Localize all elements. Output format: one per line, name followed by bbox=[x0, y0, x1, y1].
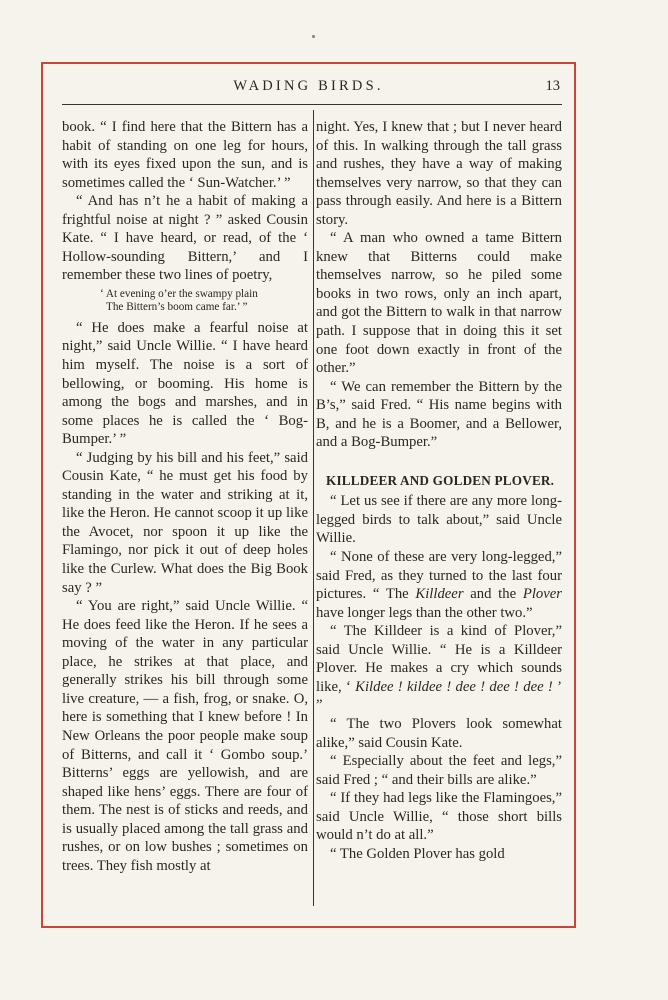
paragraph bbox=[316, 548, 562, 622]
running-head bbox=[43, 78, 574, 98]
verse-line: The Bittern’s boom came far.’ ” bbox=[106, 301, 248, 314]
paragraph bbox=[316, 622, 562, 715]
right-column bbox=[316, 118, 562, 863]
section-heading: KILLDEER AND GOLDEN PLOVER. bbox=[326, 472, 555, 488]
left-column bbox=[62, 118, 308, 875]
bird-name-plover: Plover bbox=[522, 586, 562, 603]
paragraph: “ Judging by his bill and his feet,” said Cousin Kate, “ he must get his food by standing in the water and striking at it, like the Heron. He cannot scoop it up like the Avocet, nor spoon it up like the Flamingo, nor pick it out of deep holes like the Curlew. What does the Big Book say ? ” bbox=[62, 449, 308, 596]
paragraph: night. Yes, I knew that ; but I never heard of this. In walking through the tall grass and rushes, they have a way of making themselves very narrow, so that they can pass through easily. And here is a Bittern story. bbox=[316, 119, 562, 228]
paragraph: “ He does make a fearful noise at night,” said Uncle Willie. “ I have heard him myself. The noise is a sort of bellowing, or booming. His home is among the bogs and marshes, and in some places he is called the ‘ Bog-Bumper.’ ” bbox=[62, 319, 308, 448]
column-divider bbox=[313, 110, 314, 906]
paper-speck bbox=[312, 35, 315, 38]
header-rule bbox=[62, 104, 562, 105]
text-run: ’ ” bbox=[316, 678, 562, 714]
bird-name-killdeer: Killdeer bbox=[415, 586, 464, 603]
paragraph: “ If they had legs like the Flamingoes,” said Uncle Willie, “ those short bills would n’t do at all.” bbox=[316, 790, 562, 844]
paragraph: “ Let us see if there are any more long-legged birds to talk about,” said Uncle Willie. bbox=[316, 493, 562, 547]
page-number: 13 bbox=[545, 78, 560, 94]
paragraph: “ And has n’t he a habit of making a frightful noise at night ? ” asked Cousin Kate. “ I have heard, or read, of the ‘ Hollow-sounding Bittern,’ and I remember these two lines of poetry, bbox=[62, 193, 308, 284]
text-run: “ None of these are very long-legged,” said Fred, as they turned to the last four pictures. “ The bbox=[316, 549, 562, 603]
text-run: have longer legs than the other two.” bbox=[316, 604, 533, 621]
paragraph: “ We can remember the Bittern by the B’s,” said Fred. “ His name begins with B, and he is a Boomer, and a Bellower, and a Bog-Bumper.” bbox=[316, 378, 562, 451]
paragraph: “ The Golden Plover has gold bbox=[330, 845, 505, 862]
text-run: and the bbox=[463, 586, 523, 603]
verse-line: ‘ At evening o’er the swampy plain bbox=[100, 287, 258, 300]
verse-quote bbox=[62, 288, 308, 315]
paragraph: “ A man who owned a tame Bittern knew that Bitterns could make themselves narrow, so he piled some books in two rows, only an inch apart, and got the Bittern to walk in that narrow path. I suppose that in doing this it set one foot down exactly in front of the other.” bbox=[316, 230, 562, 377]
paragraph: “ You are right,” said Uncle Willie. “ He does feed like the Heron. If he sees a moving of the water in any particular place, he strikes at that place, and generally strikes his bill through some live creature, — a fish, frog, or snake. O, here is something that I knew before ! In New Orleans the poor people make soup of Bitterns, and call it ‘ Gombo soup.’ Bitterns’ eggs are yellowish, and are shaped like hens’ eggs. There are four of them. The nest is of sticks and reeds, and is usually placed among the tall grass and rushes, or on low bushes ; sometimes on trees. They fish mostly at bbox=[62, 598, 308, 874]
paragraph: “ Especially about the feet and legs,” said Fred ; “ and their bills are alike.” bbox=[316, 753, 562, 788]
paragraph: “ The two Plovers look somewhat alike,” said Cousin Kate. bbox=[316, 715, 562, 751]
running-title: WADING BIRDS. bbox=[233, 78, 384, 94]
text-run: “ The Killdeer is a kind of Plover,” said Uncle Willie. “ He is a Killdeer Plover. He makes a cry which sounds like, ‘ bbox=[316, 623, 562, 695]
killdeer-cry: Kildee ! kildee ! dee ! dee ! dee ! bbox=[355, 678, 553, 695]
paragraph: book. “ I find here that the Bittern has a habit of standing on one leg for hours, with its eyes fixed upon the sun, and is sometimes called the ‘ Sun-Watcher.’ ” bbox=[62, 119, 308, 191]
